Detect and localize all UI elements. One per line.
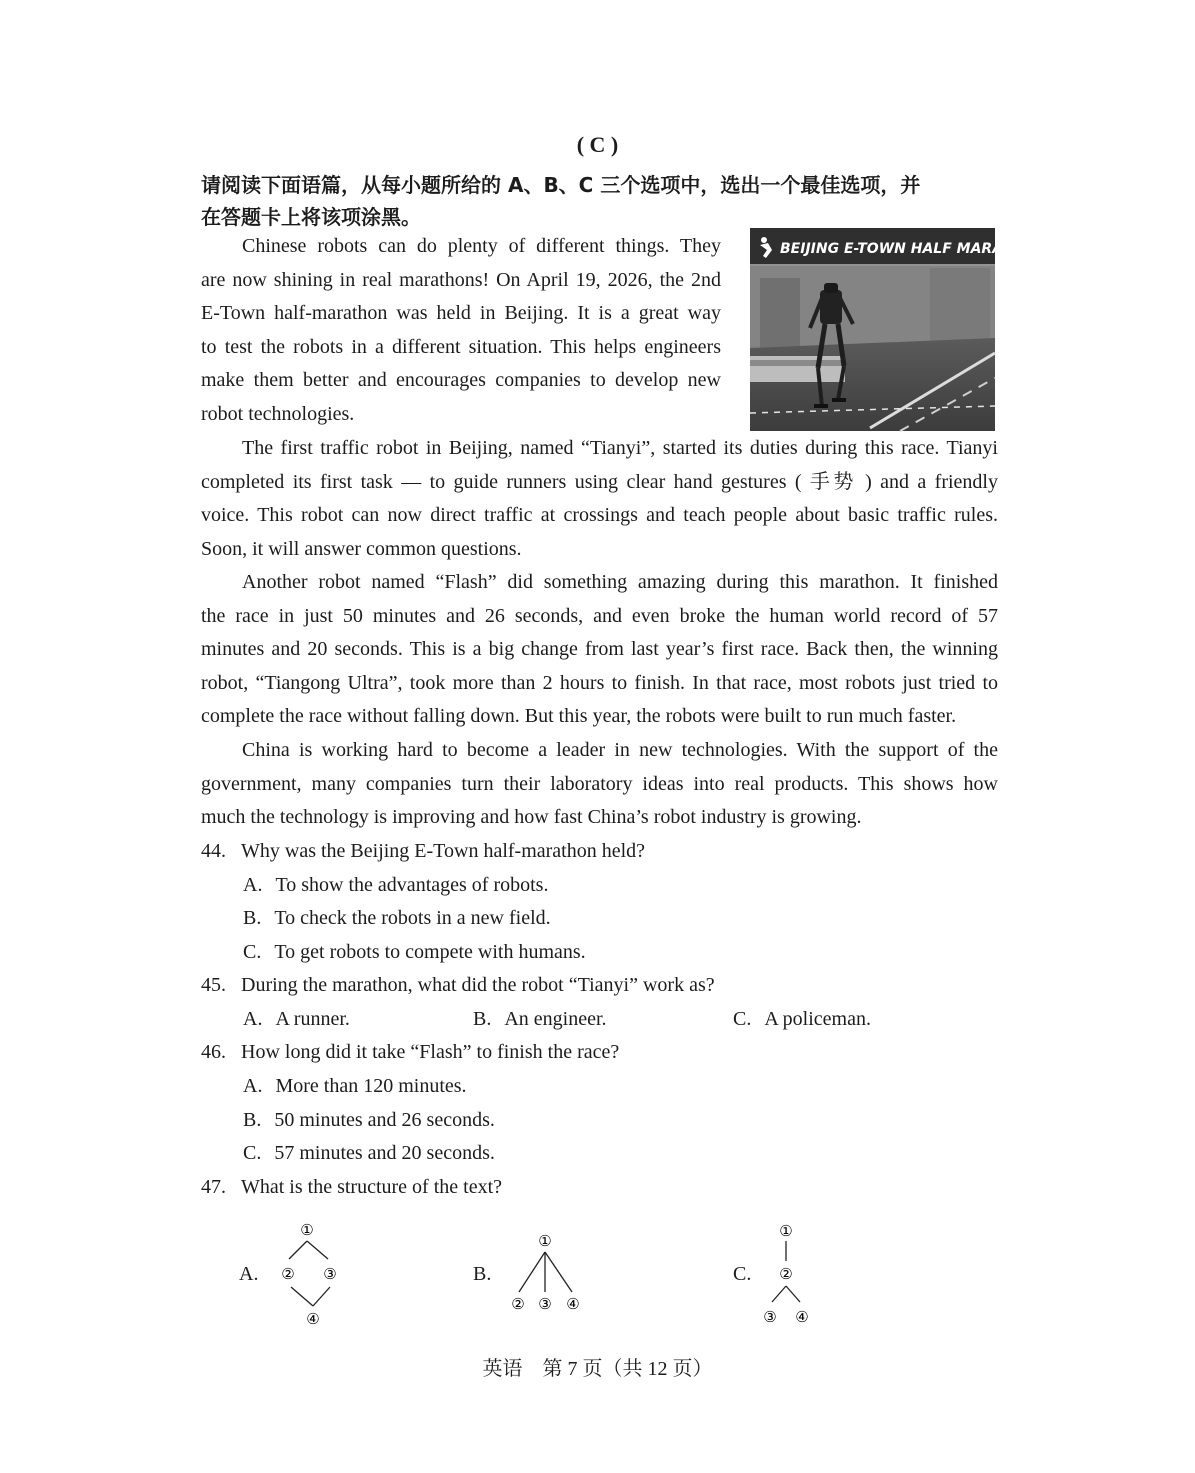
node-2: ② [281,1265,295,1283]
node-3: ③ [538,1295,552,1313]
node-2: ② [511,1295,525,1313]
paragraph-3-line: complete the race without falling down. But this year, the robots were built to run much faster. [201,705,957,728]
option-46-b[interactable] [243,1104,495,1138]
option-47-a[interactable] [239,1258,258,1292]
photo-banner-text: BEIJING E-TOWN HALF MARATHON [780,241,1047,257]
node-3: ③ [323,1265,337,1283]
node-4: ④ [306,1310,320,1328]
option-letter: C. [733,1008,752,1030]
question-text: What is the structure of the text? [241,1176,503,1198]
robot-runner-image [750,228,1047,431]
option-47-c[interactable] [733,1258,751,1292]
option-47-b[interactable] [473,1258,491,1292]
paragraph-2-line: Soon, it will answer common questions. [201,537,522,560]
question-44 [201,835,645,869]
option-text: 57 minutes and 20 seconds. [274,1142,495,1164]
structure-diagram-a [270,1215,350,1335]
paragraph-1-line: are now shining in real marathons! On April 19, 2026, the 2nd [201,268,721,291]
option-text: 50 minutes and 26 seconds. [274,1109,495,1131]
question-46 [201,1036,619,1070]
option-44-b[interactable] [243,902,551,936]
option-44-c[interactable] [243,936,586,970]
option-45-a[interactable] [243,1003,350,1037]
paragraph-3-line: Another robot named “Flash” did something amazing during this marathon. It finished [242,571,998,593]
paragraph-2-line: voice. This robot can now direct traffic at crossings and teach people about basic traffic rules. [201,504,998,527]
paragraph-1 [201,230,721,432]
option-letter: C. [733,1263,752,1285]
paragraph-3-line: minutes and 20 seconds. This is a big change from last year’s first race. Back then, the winning [201,638,998,661]
question-text: How long did it take “Flash” to finish the race? [241,1041,620,1063]
paragraph-1-line: make them better and encourages companies to develop new [201,369,721,392]
paragraph-1-line: E-Town half-marathon was held in Beijing. It is a great way [201,302,721,325]
paragraph-2-line: The first traffic robot in Beijing, named “Tianyi”, started its duties during this race. Tianyi [242,437,998,459]
structure-diagram-c [750,1213,830,1333]
structure-diagram-b [500,1222,595,1322]
question-number: 46. [201,1041,226,1063]
option-letter: A. [243,1075,263,1097]
paragraph-4 [201,734,998,835]
option-letter: A. [243,1008,263,1030]
option-text: To get robots to compete with humans. [274,941,586,963]
option-text: More than 120 minutes. [275,1075,467,1097]
paragraph-3-line: the race in just 50 minutes and 26 seconds, and even broke the human world record of 57 [201,604,998,627]
node-4: ④ [566,1295,580,1313]
question-45 [201,969,715,1003]
option-text: A policeman. [764,1008,871,1030]
paragraph-1-line: robot technologies. [201,402,355,425]
question-47 [201,1171,502,1205]
option-text: To show the advantages of robots. [275,874,549,896]
instruction-line-1: 请阅读下面语篇，从每小题所给的 A、B、C 三个选项中，选出一个最佳选项，并 [201,173,921,197]
option-text: An engineer. [504,1008,607,1030]
option-letter: A. [243,874,263,896]
option-letter: A. [239,1263,259,1285]
question-text: Why was the Beijing E-Town half-marathon held? [241,840,646,862]
paragraph-2 [201,432,998,566]
node-3: ③ [763,1308,777,1326]
paragraph-1-line: Chinese robots can do plenty of different things. They [242,235,721,257]
paragraph-1-line: to test the robots in a different situation. This helps engineers [201,335,721,358]
question-text: During the marathon, what did the robot “Tianyi” work as? [241,974,715,996]
option-letter: C. [243,1142,262,1164]
node-1: ① [538,1232,552,1250]
paragraph-4-line: much the technology is improving and how fast China’s robot industry is growing. [201,806,862,829]
paragraph-4-line: government, many companies turn their laboratory ideas into real products. This shows how [201,772,998,795]
option-45-b[interactable] [473,1003,607,1037]
paragraph-3-line: robot, “Tiangong Ultra”, took more than 2 hours to finish. In that race, most robots just tried to [201,671,998,694]
node-1: ① [779,1222,793,1240]
option-46-a[interactable] [243,1070,467,1104]
option-letter: B. [473,1008,492,1030]
option-letter: C. [243,941,262,963]
node-4: ④ [795,1308,809,1326]
option-45-c[interactable] [733,1003,871,1037]
question-number: 47. [201,1176,226,1198]
option-letter: B. [243,1109,262,1131]
node-2: ② [779,1265,793,1283]
option-46-c[interactable] [243,1137,495,1171]
paragraph-4-line: China is working hard to become a leader in new technologies. With the support of the [242,739,998,761]
paragraph-2-line: completed its first task — to guide runners using clear hand gestures ( 手势 ) and a friendly [201,470,998,493]
option-44-a[interactable] [243,869,548,903]
node-1: ① [300,1221,314,1239]
instruction-line-2: 在答题卡上将该项涂黑。 [201,205,421,229]
option-text: To check the robots in a new field. [274,907,551,929]
option-letter: B. [243,907,262,929]
page-footer: 英语 第 7 页（共 12 页） [482,1358,713,1380]
marathon-photo [750,228,1047,431]
option-text: A runner. [275,1008,350,1030]
question-number: 44. [201,840,226,862]
option-letter: B. [473,1263,492,1285]
question-number: 45. [201,974,226,996]
section-label: ( C ) [576,132,619,157]
paragraph-3 [201,566,998,734]
